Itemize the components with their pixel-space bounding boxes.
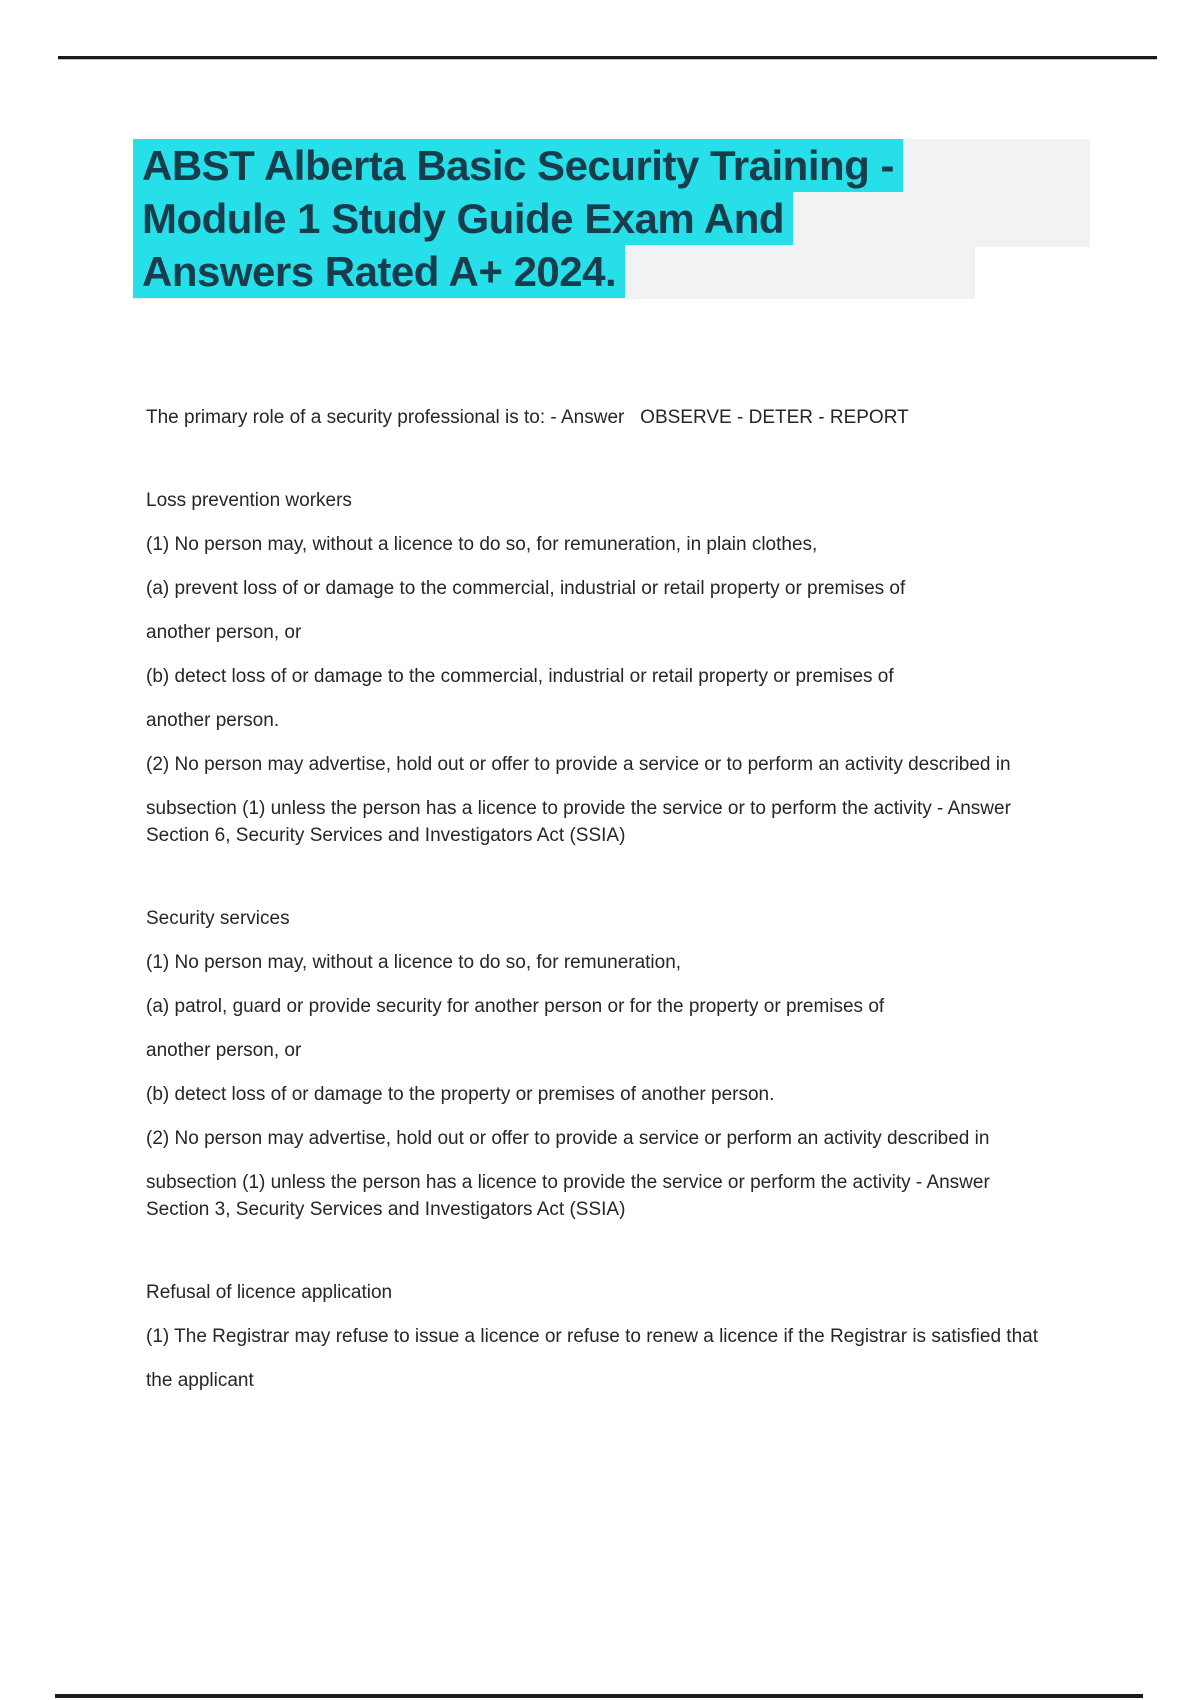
title-highlight: Answers Rated A+ 2024. xyxy=(133,245,625,298)
section-heading-loss-prevention-workers xyxy=(146,487,1086,514)
paragraph xyxy=(146,1323,1086,1350)
paragraph xyxy=(146,1037,1086,1064)
body-line: (1) No person may, without a licence to do so, for remuneration, in plain clothes, xyxy=(146,534,818,555)
qa-answer-section-6 xyxy=(146,795,1086,849)
body-line: Section 3, Security Services and Investigators Act (SSIA) xyxy=(146,1199,626,1220)
doc-title-line xyxy=(133,192,903,245)
paragraph xyxy=(146,1367,1086,1394)
body-line: another person, or xyxy=(146,622,302,643)
qa-primary-role xyxy=(146,404,1086,431)
body-line: Section 6, Security Services and Investigators Act (SSIA) xyxy=(146,825,626,846)
paragraph xyxy=(146,575,1086,602)
body-line: (1) No person may, without a licence to do so, for remuneration, xyxy=(146,952,682,973)
body-line: (b) detect loss of or damage to the property or premises of another person. xyxy=(146,1084,775,1105)
body-line: (2) No person may advertise, hold out or offer to provide a service or perform an activity described in xyxy=(146,1128,990,1149)
section-heading-security-services xyxy=(146,905,1086,932)
paragraph xyxy=(146,619,1086,646)
title-highlight: ABST Alberta Basic Security Training - xyxy=(133,139,903,192)
footer-rule xyxy=(55,1694,1143,1698)
body-line: subsection (1) unless the person has a licence to provide the service or perform the activity - Answer xyxy=(146,1172,990,1193)
body-line: another person, or xyxy=(146,1040,302,1061)
heading-line: Refusal of licence application xyxy=(146,1282,393,1303)
paragraph xyxy=(146,663,1086,690)
section-heading-refusal-of-licence xyxy=(146,1279,1086,1306)
body-line: (a) prevent loss of or damage to the commercial, industrial or retail property or premises of xyxy=(146,578,906,599)
body-line: (b) detect loss of or damage to the commercial, industrial or retail property or premises of xyxy=(146,666,894,687)
qa-line: The primary role of a security professional is to: - Answer OBSERVE - DETER - REPORT xyxy=(146,407,909,428)
header-rule xyxy=(58,56,1157,59)
paragraph xyxy=(146,949,1086,976)
doc-body xyxy=(146,404,1086,1411)
body-line: (1) The Registrar may refuse to issue a licence or refuse to renew a licence if the Registrar is satisfied that xyxy=(146,1326,1038,1347)
body-line: the applicant xyxy=(146,1370,254,1391)
body-line: (a) patrol, guard or provide security for another person or for the property or premises of xyxy=(146,996,885,1017)
doc-title xyxy=(133,139,903,298)
doc-title-line xyxy=(133,245,903,298)
paragraph xyxy=(146,1125,1086,1152)
title-highlight: Module 1 Study Guide Exam And xyxy=(133,192,793,245)
body-line: another person. xyxy=(146,710,280,731)
paragraph xyxy=(146,707,1086,734)
heading-line: Security services xyxy=(146,908,290,929)
body-line: subsection (1) unless the person has a licence to provide the service or to perform the activity - Answer xyxy=(146,798,1011,819)
paragraph xyxy=(146,993,1086,1020)
body-line: (2) No person may advertise, hold out or offer to provide a service or to perform an activity described in xyxy=(146,754,1011,775)
qa-answer-section-3 xyxy=(146,1169,1086,1223)
doc-title-line xyxy=(133,139,903,192)
paragraph xyxy=(146,751,1086,778)
paragraph xyxy=(146,1081,1086,1108)
heading-line: Loss prevention workers xyxy=(146,490,352,511)
paragraph xyxy=(146,531,1086,558)
